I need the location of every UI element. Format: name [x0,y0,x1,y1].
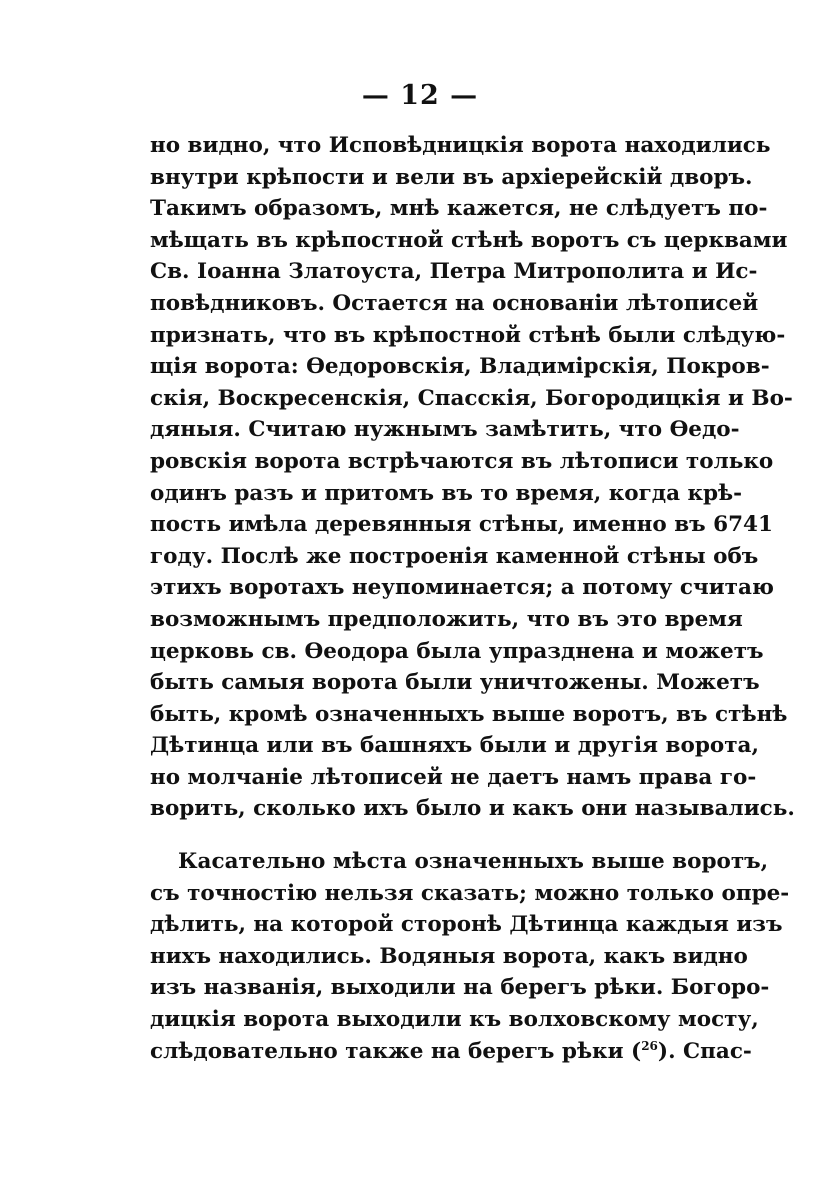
text-line: пость имѣла деревянныя стѣны, именно въ 6741 [150,512,773,538]
text-line: этихъ воротахъ неупоминается; а потому считаю [150,575,774,601]
text-line: церковь св. Ѳеодора была упразднена и можетъ [150,638,764,664]
text-line: щія ворота: Ѳедоровскія, Владимірскія, Покров- [150,354,770,380]
text-line [150,1036,752,1068]
text-line: дяныя. Считаю нужнымъ замѣтить, что Ѳедо- [150,417,740,443]
text-line: мѣщать въ крѣпостной стѣнѣ воротъ съ церквами [150,227,788,253]
text-line: Св. Іоанна Златоуста, Петра Митрополита и Ис- [150,259,758,285]
text-line: съ точностію нельзя сказать; можно только опре- [150,880,790,906]
text-line: одинъ разъ и притомъ въ то время, когда крѣ- [150,480,743,506]
text-run: ). Спас- [657,1038,752,1064]
text-line: быть, кромѣ означенныхъ выше воротъ, въ стѣнѣ [150,701,788,727]
text-line: изъ названія, выходили на берегъ рѣки. Богоро- [150,975,770,1001]
text-line: но видно, что Исповѣдницкія ворота находились [150,133,771,158]
text-line: повѣдниковъ. Остается на основаніи лѣтописей [150,290,759,316]
text-line: ворить, сколько ихъ было и какъ они назывались. [150,796,795,822]
text-line: Касательно мѣста означенныхъ выше воротъ, [178,849,769,874]
paragraph-2 [150,846,790,1067]
text-line: внутри крѣпости и вели въ архіерейскій дворъ. [150,164,753,190]
text-line: нихъ находились. Водяныя ворота, какъ видно [150,943,748,969]
paragraph-1 [150,130,795,825]
text-line: дѣлить, на которой сторонѣ Дѣтинца каждыя изъ [150,912,783,938]
footnote-reference: 26 [641,1038,658,1053]
text-line: Такимъ образомъ, мнѣ кажется, не слѣдуетъ по- [150,196,768,222]
text-run: слѣдовательно также на берегъ рѣки ( [150,1038,642,1064]
text-line: возможнымъ предположить, что въ это время [150,606,743,632]
text-line: году. Послѣ же построенія каменной стѣны объ [150,543,759,569]
text-line: дицкія ворота выходили къ волховскому мосту, [150,1006,759,1032]
text-line: скія, Воскресенскія, Спасскія, Богородицкія и Во- [150,385,793,411]
text-line: ровскія ворота встрѣчаются въ лѣтописи только [150,448,774,474]
text-line: быть самыя ворота были уничтожены. Можетъ [150,670,760,696]
text-line: но молчаніе лѣтописей не даетъ намъ права го- [150,764,757,790]
text-line: признать, что въ крѣпостной стѣнѣ были слѣдую- [150,322,786,348]
page-number: — 12 — [361,80,479,111]
text-line: Дѣтинца или въ башняхъ были и другія ворота, [150,733,759,759]
